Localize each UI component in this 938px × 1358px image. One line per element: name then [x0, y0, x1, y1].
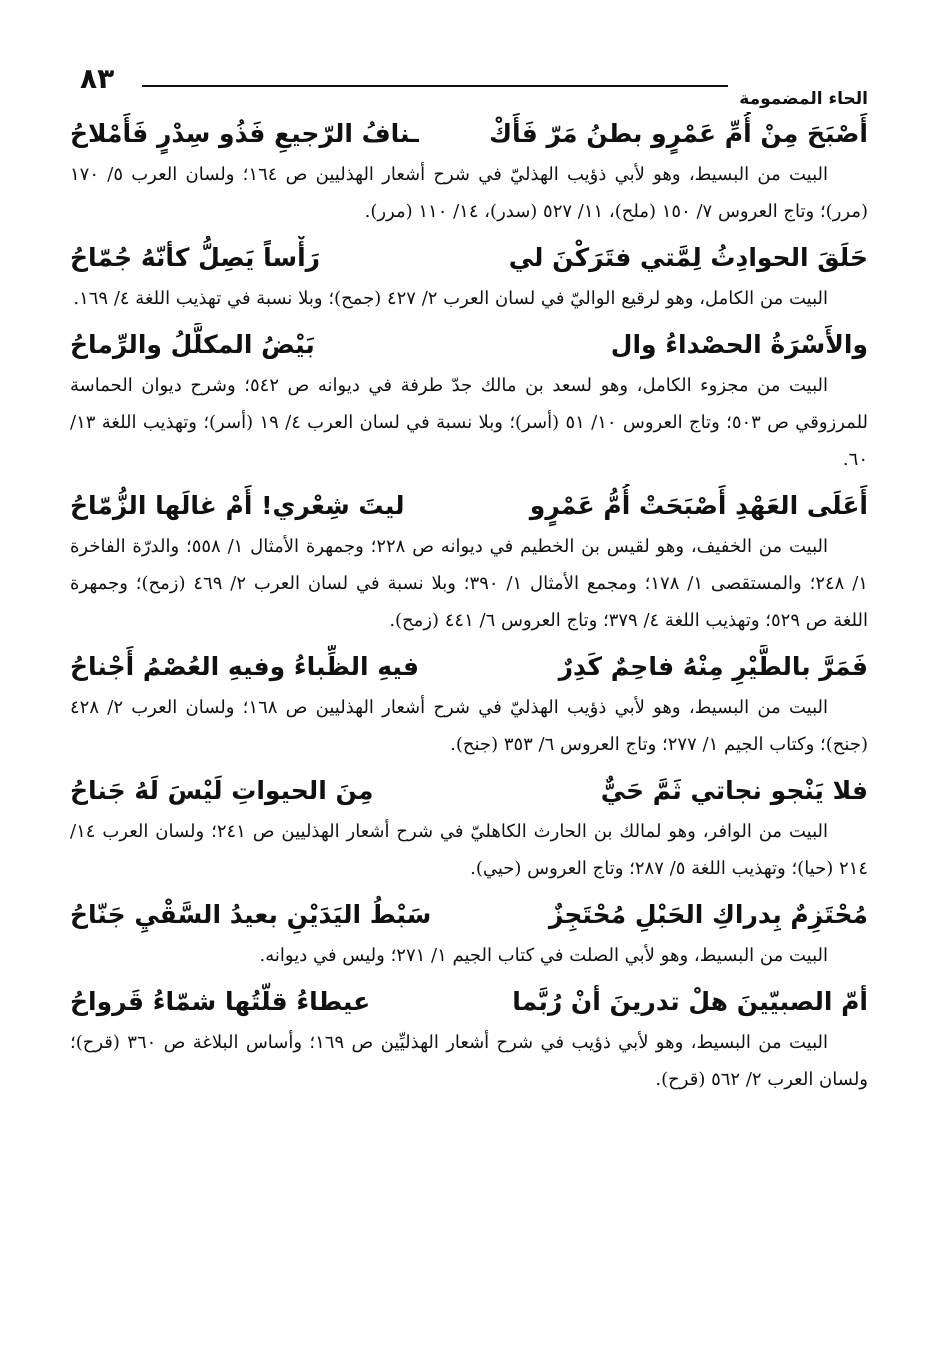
verse-entry [70, 769, 868, 887]
verse-entry [70, 112, 868, 230]
verse-commentary: البيت من البسيط، وهو لأبي الصلت في كتاب الجيم ١/ ٢٧١؛ وليس في ديوانه. [259, 945, 828, 966]
verse-entry [70, 645, 868, 763]
poetry-verse [70, 893, 868, 937]
verse-commentary: البيت من مجزوء الكامل، وهو لسعد بن مالك جدّ طرفة في ديوانه ص ٥٤٢؛ وشرح ديوان الحماسة للمرزوقي ص ٥٠٣؛ وتاج العروس ١٠/ ٥١ (أسر)؛ وبلا نسبة في لسان العرب ٤/ ١٩ (أسر)؛ وتهذيب اللغة ١٣/ ٦٠. [70, 375, 869, 470]
poetry-verse [70, 645, 868, 689]
verse-entry [70, 484, 868, 639]
first-hemistich: أمّ الصبيّينَ هلْ تدرينَ أنْ رُبَّما [512, 987, 868, 1016]
page-content [70, 112, 868, 1104]
verse-entry [70, 980, 868, 1098]
first-hemistich: أَصْبَحَ مِنْ أُمِّ عَمْرٍو بطنُ مَرّ فَأَكْ [489, 119, 868, 148]
first-hemistich: مُحْتَزِمٌ بِدراكِ الحَبْلِ مُحْتَجِزٌ [548, 900, 868, 929]
page-number: ٨٣ [80, 62, 115, 95]
verse-commentary: البيت من البسيط، وهو لأبي ذؤيب الهذليّ في شرح أشعار الهذليين ص ١٦٨؛ ولسان العرب ٢/ ٤٢٨ (جنح)؛ وكتاب الجيم ١/ ٢٧٧؛ وتاج العروس ٦/ ٣٥٣ (جنح). [70, 697, 868, 755]
second-hemistich: رَأْساً يَصِلُّ كأنّهُ جُمّاحُ [70, 243, 321, 272]
verse-entry [70, 893, 868, 974]
first-hemistich: حَلَقَ الحوادِثُ لِمَّتي فتَرَكْنَ لي [508, 243, 868, 272]
verse-commentary: البيت من البسيط، وهو لأبي ذؤيب الهذليّ في شرح أشعار الهذليين ص ١٦٤؛ ولسان العرب ٥/ ١٧٠ (مرر)؛ وتاج العروس ٧/ ١٥٠ (ملح)، ١١/ ٥٢٧ (سدر)، ١٤/ ١١٠ (مرر). [70, 164, 868, 222]
poetry-verse [70, 980, 868, 1024]
verse-commentary: البيت من الخفيف، وهو لقيس بن الخطيم في ديوانه ص ٢٢٨؛ وجمهرة الأمثال ١/ ٥٥٨؛ والدرّة الفاخرة ١/ ٢٤٨؛ والمستقصى ١/ ١٧٨؛ ومجمع الأمثال ١/ ٣٩٠؛ وبلا نسبة في لسان العرب ٢/ ٤٦٩ (زمح)؛ وجمهرة اللغة ص ٥٢٩؛ وتهذيب اللغة ٤/ ٣٧٩؛ وتاج العروس ٦/ ٤٤١ (زمح). [70, 536, 868, 631]
verse-commentary: البيت من الكامل، وهو لرقيع الواليّ في لسان العرب ٢/ ٤٢٧ (جمح)؛ وبلا نسبة في تهذيب اللغة ٤/ ١٦٩. [73, 288, 828, 309]
poetry-verse [70, 112, 868, 156]
verse-commentary: البيت من البسيط، وهو لأبي ذؤيب في شرح أشعار الهذليِّين ص ١٦٩؛ وأساس البلاغة ص ٣٦٠ (قرح)؛ ولسان العرب ٢/ ٥٦٢ (قرح). [70, 1032, 868, 1090]
first-hemistich: فَمَرَّ بالطَّيْرِ مِنْهُ فاحِمٌ كَدِرٌ [558, 652, 868, 681]
first-hemistich: فلا يَنْجو نجاتي ثَمَّ حَيٌّ [600, 776, 868, 805]
poetry-verse [70, 323, 868, 367]
second-hemistich: سَبْطُ اليَدَيْنِ بعيدُ السَّقْيِ جَنّاحُ [70, 900, 432, 929]
second-hemistich: بَيْضُ المكلَّلُ والرِّماحُ [70, 330, 315, 359]
second-hemistich: عيطاءُ قلّتُها شمّاءُ قَرواحُ [70, 987, 371, 1016]
verse-entry [70, 323, 868, 478]
second-hemistich: فيهِ الظِّباءُ وفيهِ العُصْمُ أَجْناحُ [70, 652, 420, 681]
running-title: الحاء المضمومة [739, 89, 868, 109]
poetry-verse [70, 769, 868, 813]
header-rule [142, 85, 728, 87]
first-hemistich: أَعَلَى العَهْدِ أَصْبَحَتْ أُمُّ عَمْرٍو [529, 491, 868, 520]
poetry-verse [70, 484, 868, 528]
second-hemistich: ـنافُ الرّجيعِ فَذُو سِدْرٍ فَأَمْلاحُ [70, 119, 419, 148]
second-hemistich: ليتَ شِعْري! أَمْ غالَها الزُّمّاحُ [70, 491, 405, 520]
verse-commentary: البيت من الوافر، وهو لمالك بن الحارث الكاهليّ في شرح أشعار الهذليين ص ٢٤١؛ ولسان العرب ١٤/ ٢١٤ (حيا)؛ وتهذيب اللغة ٥/ ٢٨٧؛ وتاج العروس (حيي). [70, 821, 868, 879]
poetry-verse [70, 236, 868, 280]
page-header [72, 62, 868, 109]
second-hemistich: مِنَ الحيواتِ لَيْسَ لَهُ جَناحُ [70, 776, 374, 805]
first-hemistich: والأَسْرَةُ الحصْداءُ وال [610, 330, 868, 359]
verse-entry [70, 236, 868, 317]
